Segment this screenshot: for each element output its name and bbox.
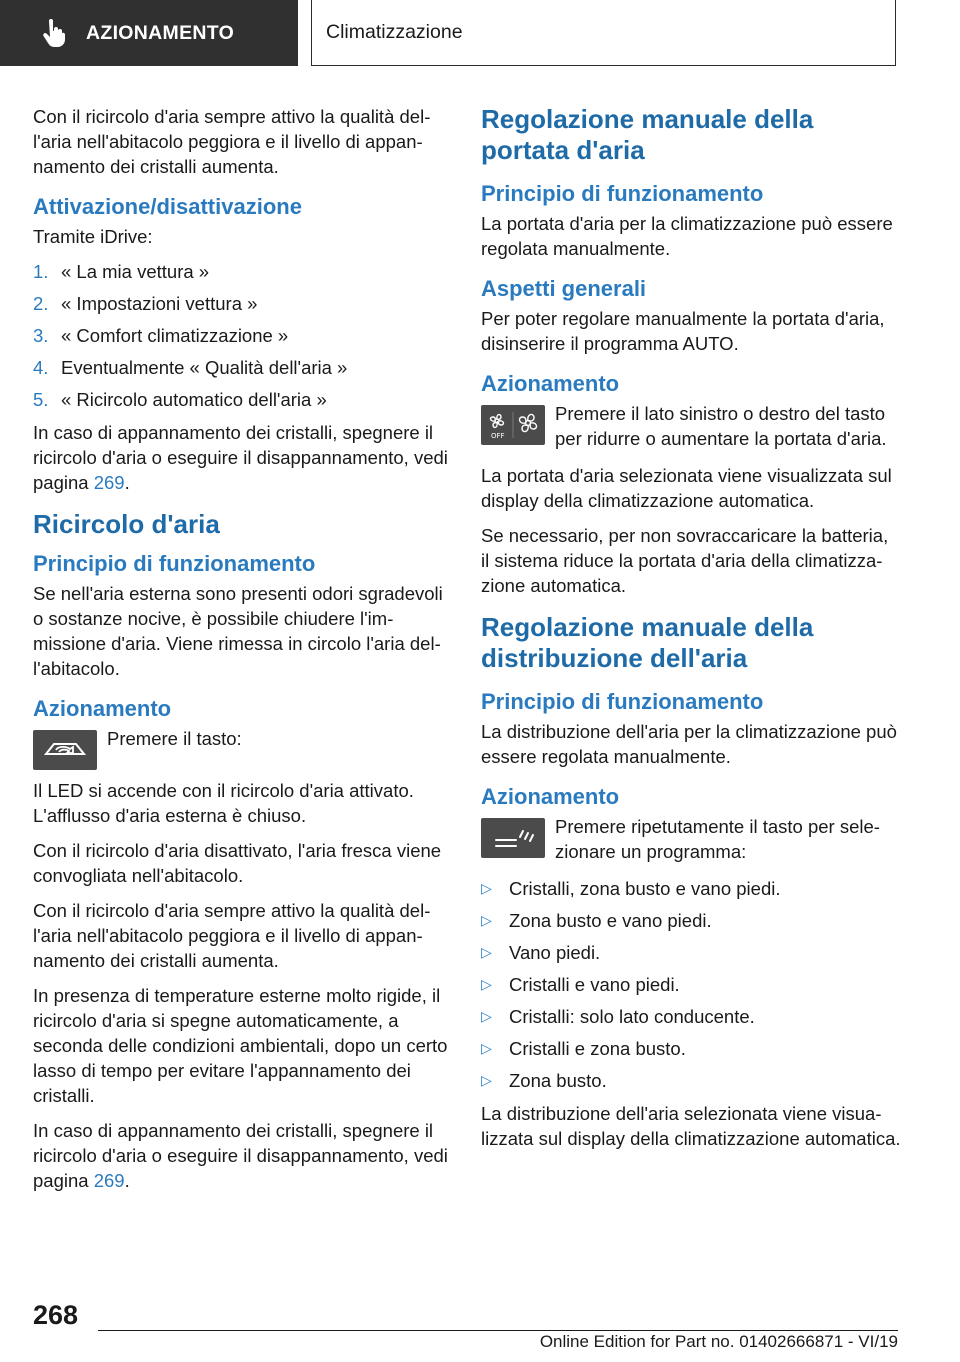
- section-tab: [0, 0, 298, 66]
- list-item: 5. « Ricircolo automatico dell'aria »: [33, 389, 327, 410]
- always-on-paragraph: Con il ricircolo d'aria sempre attivo la qualità dell'aria nell'abitacolo peggiora e il livello di appannamento dei cristalli aumenta.: [33, 900, 431, 971]
- heading-distribution: Regolazione manuale della distribuzione dell'aria: [481, 612, 814, 673]
- program-list: [481, 876, 901, 1093]
- fog-note-a: In caso di appannamento dei cristalli, spegnere il ricircolo d'aria o eseguire il disappannamento, vedi pagina 269.: [33, 422, 448, 493]
- via-idrive-text: Tramite iDrive:: [33, 226, 153, 247]
- heading-activation: Attivazione/disattivazione: [33, 194, 302, 219]
- recirculation-button-icon: [33, 730, 97, 770]
- list-item: ▷ Zona busto.: [481, 1070, 607, 1091]
- cold-paragraph: In presenza di temperature esterne molto rigide, il ricircolo d'aria si spegne automaticamente, a seconda delle condizioni ambientali, dopo un certo lasso di tempo per evitare l'appannamento dei cristalli.: [33, 985, 448, 1106]
- hand-pointer-icon: [42, 19, 66, 47]
- heading-general: Aspetti generali: [481, 276, 647, 301]
- page-footer: [0, 1290, 960, 1362]
- list-item: ▷ Cristalli, zona busto e vano piedi.: [481, 878, 781, 899]
- page-header: [0, 0, 960, 66]
- list-item: 2. « Impostazioni vettura »: [33, 293, 258, 314]
- page-link-269[interactable]: 269: [93, 1170, 125, 1191]
- list-item: 4. Eventualmente « Qualità dell'aria »: [33, 357, 348, 378]
- list-item: ▷ Zona busto e vano piedi.: [481, 910, 712, 931]
- fog-note-b: In caso di appannamento dei cristalli, spegnere il ricircolo d'aria o eseguire il disappannamento, vedi pagina 269.: [33, 1120, 448, 1191]
- section-title: AZIONAMENTO: [86, 21, 235, 44]
- general-paragraph: Per poter regolare manualmente la portata d'aria, disinserire il programma AUTO.: [481, 308, 885, 354]
- off-paragraph: Con il ricircolo d'aria disattivato, l'aria fresca viene convogliata nell'abitacolo.: [33, 840, 442, 886]
- footer-divider: [98, 1330, 898, 1331]
- chapter-tab: [311, 0, 896, 66]
- off-label: OFF: [491, 432, 505, 440]
- list-item: ▷ Cristalli e zona busto.: [481, 1038, 686, 1059]
- left-column: [33, 104, 449, 1203]
- right-column: [481, 104, 901, 1161]
- heading-operation: Azionamento: [33, 696, 172, 721]
- heading-principle: Principio di funzionamento: [33, 551, 316, 576]
- heading-recirculation: Ricircolo d'aria: [33, 509, 220, 539]
- list-item: ▷ Vano piedi.: [481, 942, 601, 963]
- flow-principle-paragraph: La portata d'aria per la climatizzazione può essere regolata manualmente.: [481, 213, 893, 259]
- list-item: 1. « La mia vettura »: [33, 261, 210, 282]
- heading-principle: Principio di funzionamento: [481, 689, 764, 714]
- list-item: ▷ Cristalli e vano piedi.: [481, 974, 680, 995]
- led-paragraph: Il LED si accende con il ricircolo d'aria attivato. L'afflusso d'aria esterna è chiuso.: [33, 780, 414, 826]
- heading-principle: Principio di funzionamento: [481, 181, 764, 206]
- page-link-269[interactable]: 269: [93, 472, 125, 493]
- idrive-steps-list: [33, 259, 449, 412]
- heading-operation: Azionamento: [481, 784, 620, 809]
- fan-paragraph: Premere il lato sinistro o destro del tasto per ridurre o aumentare la portata d'aria.: [555, 403, 887, 449]
- principle-paragraph: Se nell'aria esterna sono presenti odori sgradevoli o sostanze nocive, è possibile chiudere l'immissione d'aria. Viene rimessa in circolo l'aria dell'abitacolo.: [33, 583, 443, 679]
- air-distribution-button-icon: [481, 818, 545, 858]
- fan-button-icon: [481, 405, 545, 445]
- battery-paragraph: Se necessario, per non sovraccaricare la batteria, il sistema riduce la portata d'aria della climatizzazione automatica.: [481, 525, 889, 596]
- final-paragraph: La distribuzione dell'aria selezionata viene visualizzata sul display della climatizzazione automatica.: [481, 1103, 901, 1149]
- list-item: ▷ Cristalli: solo lato conducente.: [481, 1006, 755, 1027]
- display-paragraph: La portata d'aria selezionata viene visualizzata sul display della climatizzazione automatica.: [481, 465, 892, 511]
- fan-button-row: [481, 401, 901, 455]
- distribution-principle-paragraph: La distribuzione dell'aria per la climatizzazione può essere regolata manualmente.: [481, 721, 897, 767]
- distribution-button-row: [481, 814, 901, 868]
- chapter-title: Climatizzazione: [326, 21, 463, 43]
- page-number: 268: [33, 1300, 79, 1330]
- distribution-paragraph: Premere ripetutamente il tasto per selezionare un programma:: [555, 816, 880, 862]
- list-item: 3. « Comfort climatizzazione »: [33, 325, 289, 346]
- intro-paragraph: Con il ricircolo d'aria sempre attivo la qualità dell'aria nell'abitacolo peggiora e il livello di appannamento dei cristalli aumenta.: [33, 106, 431, 177]
- heading-operation: Azionamento: [481, 371, 620, 396]
- press-button-text: Premere il tasto:: [107, 728, 242, 749]
- edition-text: Online Edition for Part no. 01402666871 - VI/19: [539, 1332, 898, 1351]
- recirc-button-row: [33, 726, 449, 770]
- heading-flow: Regolazione manuale della portata d'aria: [481, 104, 814, 165]
